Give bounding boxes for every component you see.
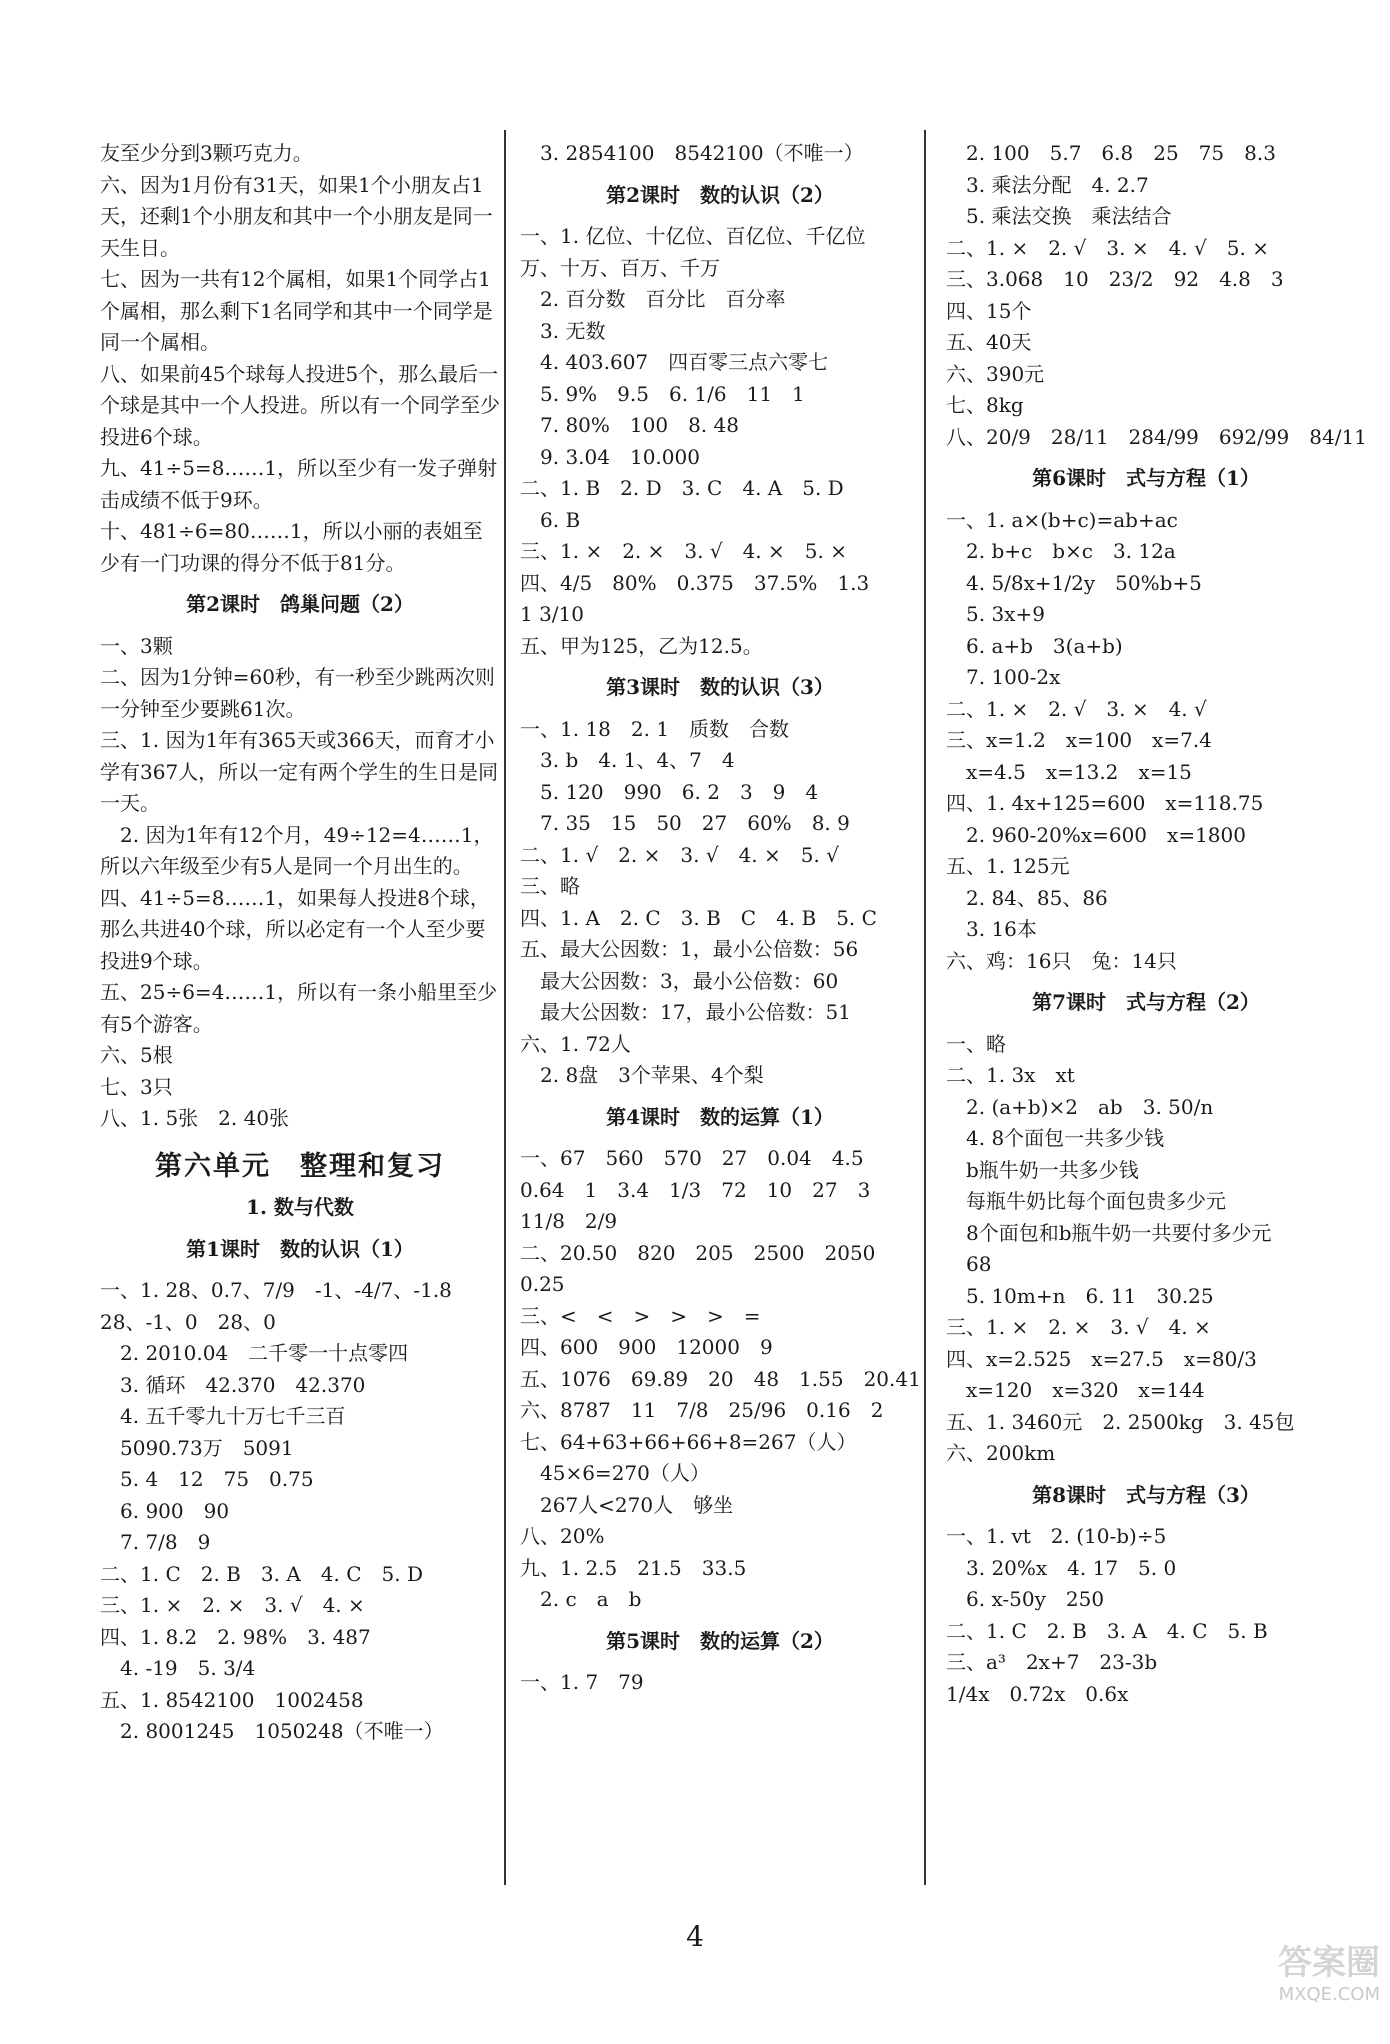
answer-line: x=4.5 x=13.2 x=15 <box>946 759 1192 784</box>
right-column <box>946 138 1367 1710</box>
answer-line: 7. 100-2x <box>946 665 1061 689</box>
middle-column <box>520 138 920 1699</box>
answer-line: x=120 x=320 x=144 <box>946 1378 1205 1402</box>
section-heading: 第2课时 鸽巢问题（2） <box>186 592 414 616</box>
answer-line: 八、20/9 28/11 284/99 692/99 84/11 <box>946 424 1367 449</box>
answer-line: 五、1. 8542100 1002458 <box>100 1687 364 1712</box>
watermark-logo <box>1180 1935 1380 2005</box>
answer-line: 七、64+63+66+66+8=267（人） <box>520 1429 857 1454</box>
answer-line: 3. 2854100 8542100（不唯一） <box>520 141 864 165</box>
answer-line: 2. 960-20%x=600 x=1800 <box>946 822 1246 847</box>
answer-line: b瓶牛奶一共多少钱 <box>946 1157 1139 1182</box>
page-number: 4 <box>686 1920 704 1953</box>
watermark-url: MXQE.COM <box>1278 1984 1380 2005</box>
answer-line: 二、1. B 2. D 3. C 4. A 5. D <box>520 476 844 500</box>
answer-line: 1/4x 0.72x 0.6x <box>946 1681 1129 1706</box>
answer-line: 六、因为1月份有31天，如果1个小朋友占1天，还剩1个小朋友和其中一个小朋友是同一天生日。 <box>100 172 493 260</box>
answer-line: 三、略 <box>520 874 580 898</box>
answer-line: 友至少分到3颗巧克力。 <box>100 141 313 165</box>
answer-line: 5. 10m+n 6. 11 30.25 <box>946 1283 1214 1308</box>
answer-line: 七、8kg <box>946 393 1024 417</box>
answer-line: 二、1. C 2. B 3. A 4. C 5. B <box>946 1618 1268 1643</box>
answer-line: 5. 3x+9 <box>946 602 1045 626</box>
answer-line: 最大公因数：17，最小公倍数：51 <box>520 1000 851 1024</box>
answer-line: 4. -19 5. 3/4 <box>100 1656 256 1680</box>
answer-line: 三、< < > > > = <box>520 1303 761 1328</box>
section-heading: 第六单元 整理和复习 <box>155 1150 445 1182</box>
answer-line: 2. 100 5.7 6.8 25 75 8.3 <box>946 141 1276 165</box>
answer-line: 68 <box>946 1252 992 1276</box>
answer-line: 四、1. A 2. C 3. B C 4. B 5. C <box>520 905 877 930</box>
section-heading: 第3课时 数的认识（3） <box>606 675 834 699</box>
answer-line: 3. 循环 42.370 42.370 <box>100 1372 366 1397</box>
answer-line: 四、x=2.525 x=27.5 x=80/3 <box>946 1346 1257 1371</box>
answer-line: 一、67 560 570 27 0.04 4.5 <box>520 1146 864 1170</box>
answer-line: 5. 120 990 6. 2 3 9 4 <box>520 779 819 804</box>
answer-line: 6. x-50y 250 <box>946 1587 1105 1611</box>
answer-line: 三、1. 因为1年有365天或366天，而育才小学有367人，所以一定有两个学生的生日是同一天。 <box>100 728 499 815</box>
section-heading: 第8课时 式与方程（3） <box>1032 1482 1260 1507</box>
answer-line: 2. 因为1年有12个月，49÷12=4……1，所以六年级至少有5人是同一个月出生的。 <box>100 822 494 878</box>
watermark-text: 答案圈 <box>1278 1943 1380 1983</box>
answer-line: 一、1. 7 79 <box>520 1670 644 1694</box>
answer-line: 4. 8个面包一共多少钱 <box>946 1126 1165 1150</box>
answer-line: 五、1. 125元 <box>946 854 1070 878</box>
answer-line: 7. 80% 100 8. 48 <box>520 413 739 437</box>
section-heading: 第6课时 式与方程（1） <box>1032 466 1260 490</box>
answer-line: 二、20.50 820 205 2500 2050 <box>520 1240 876 1265</box>
answer-line: 四、600 900 12000 9 <box>520 1335 773 1359</box>
answer-line: 5090.73万 5091 <box>100 1435 294 1460</box>
answer-line: 三、1. × 2. × 3. √ 4. × 5. × <box>520 539 847 563</box>
answer-line: 3. 无数 <box>520 318 606 343</box>
answer-line: 一、1. 18 2. 1 质数 合数 <box>520 716 790 741</box>
answer-line: 九、1. 2.5 21.5 33.5 <box>520 1555 747 1580</box>
answer-line: 9. 3.04 10.000 <box>520 444 700 469</box>
answer-line: 一、略 <box>946 1031 1006 1056</box>
answer-line: 一、1. 亿位、十亿位、百亿位、千亿位 <box>520 224 866 248</box>
answer-line: 八、如果前45个球每人投进5个，那么最后一个球是其中一个人投进。所以有一个同学至少投进6个球。 <box>100 361 500 449</box>
answer-line: 2. b+c b×c 3. 12a <box>946 539 1176 563</box>
answer-line: 2. 2010.04 二千零一十点零四 <box>100 1341 409 1365</box>
answer-line: 2. (a+b)×2 ab 3. 50/n <box>946 1094 1214 1119</box>
answer-line: 三、a³ 2x+7 23-3b <box>946 1650 1158 1674</box>
answer-line: 三、1. × 2. × 3. √ 4. × <box>100 1593 365 1617</box>
answer-line: 五、1076 69.89 20 48 1.55 20.41 <box>520 1366 921 1391</box>
answer-line: 45×6=270（人） <box>520 1461 710 1485</box>
answer-line: 六、鸡：16只 兔：14只 <box>946 948 1177 973</box>
answer-line: 3. 乘法分配 4. 2.7 <box>946 172 1149 197</box>
answer-line: 5. 9% 9.5 6. 1/6 11 1 <box>520 381 805 406</box>
answer-line: 八、1. 5张 2. 40张 <box>100 1106 290 1130</box>
answer-line: 三、1. × 2. × 3. √ 4. × <box>946 1315 1211 1339</box>
answer-line: 2. 百分数 百分比 百分率 <box>520 287 786 311</box>
section-heading: 第5课时 数的运算（2） <box>606 1628 834 1653</box>
answer-line: 五、甲为125，乙为12.5。 <box>520 633 763 658</box>
answer-line: 3. b 4. 1、4、7 4 <box>520 748 735 772</box>
section-heading: 第7课时 式与方程（2） <box>1032 990 1260 1014</box>
section-heading: 第4课时 数的运算（1） <box>606 1104 834 1129</box>
answer-line: 1 3/10 <box>520 602 584 626</box>
section-heading: 1. 数与代数 <box>246 1195 354 1219</box>
answer-line: 2. 84、85、86 <box>946 885 1108 910</box>
answer-line: 7. 35 15 50 27 60% 8. 9 <box>520 811 850 835</box>
answer-line: 二、因为1分钟=60秒，有一秒至少跳两次则一分钟至少要跳61次。 <box>100 665 495 721</box>
answer-line: 最大公因数：3，最小公倍数：60 <box>520 968 839 993</box>
answer-line: 一、1. 28、0.7、7/9 -1、-4/7、-1.8 <box>100 1278 452 1302</box>
answer-line: 二、1. 3x xt <box>946 1063 1075 1087</box>
answer-line: 八、20% <box>520 1524 605 1548</box>
answer-line: 六、1. 72人 <box>520 1031 631 1056</box>
answer-line: 四、1. 4x+125=600 x=118.75 <box>946 791 1264 815</box>
answer-line: 一、1. a×(b+c)=ab+ac <box>946 507 1178 532</box>
answer-line: 6. a+b 3(a+b) <box>946 633 1123 658</box>
answer-line: 5. 乘法交换 乘法结合 <box>946 204 1172 228</box>
answer-line: 2. c a b <box>520 1587 642 1611</box>
answer-line: 3. 20%x 4. 17 5. 0 <box>946 1555 1177 1580</box>
answer-line: 28、-1、0 28、0 <box>100 1309 276 1334</box>
answer-line: 4. 五千零九十万七千三百 <box>100 1404 346 1428</box>
answer-line: 6. B <box>520 507 581 532</box>
answer-line: 四、41÷5=8……1，如果每人投进8个球，那么共进40个球，所以必定有一个人至少要投进9个球。 <box>100 885 490 973</box>
answer-line: 二、1. × 2. √ 3. × 4. √ <box>946 696 1207 721</box>
answer-line: 六、200km <box>946 1441 1056 1465</box>
answer-line: 2. 8001245 1050248（不唯一） <box>100 1719 444 1743</box>
answer-line: 3. 16本 <box>946 917 1037 941</box>
answer-line: 2. 8盘 3个苹果、4个梨 <box>520 1063 764 1087</box>
answer-line: 0.25 <box>520 1272 565 1296</box>
answer-line: 五、1. 3460元 2. 2500kg 3. 45包 <box>946 1409 1295 1434</box>
answer-line: 六、390元 <box>946 361 1045 386</box>
answer-line: 五、40天 <box>946 330 1032 354</box>
answer-line: 8个面包和b瓶牛奶一共要付多少元 <box>946 1220 1272 1245</box>
answer-line: 0.64 1 3.4 1/3 72 10 27 3 <box>520 1177 871 1202</box>
answer-line: 7. 7/8 9 <box>100 1530 211 1554</box>
column-divider <box>504 130 506 1885</box>
answer-line: 三、x=1.2 x=100 x=7.4 <box>946 728 1212 752</box>
answer-line: 五、最大公因数：1，最小公倍数：56 <box>520 937 859 961</box>
answer-line: 二、1. × 2. √ 3. × 4. √ 5. × <box>946 235 1269 260</box>
answer-line: 二、1. √ 2. × 3. √ 4. × 5. √ <box>520 842 839 867</box>
answer-line: 11/8 2/9 <box>520 1209 618 1233</box>
section-heading: 第2课时 数的认识（2） <box>606 182 834 207</box>
left-column <box>100 138 500 1748</box>
answer-line: 四、1. 8.2 2. 98% 3. 487 <box>100 1624 371 1649</box>
section-heading: 第1课时 数的认识（1） <box>186 1236 414 1261</box>
answer-line: 三、3.068 10 23/2 92 4.8 3 <box>946 267 1284 291</box>
column-divider <box>924 130 926 1885</box>
answer-line: 十、481÷6=80……1，所以小丽的表姐至少有一门功课的得分不低于81分。 <box>100 519 483 575</box>
answer-line: 二、1. C 2. B 3. A 4. C 5. D <box>100 1561 423 1586</box>
answer-line: 六、5根 <box>100 1043 173 1067</box>
answer-line: 六、8787 11 7/8 25/96 0.16 2 <box>520 1398 884 1422</box>
answer-line: 四、4/5 80% 0.375 37.5% 1.3 <box>520 570 870 595</box>
answer-line: 6. 900 90 <box>100 1498 230 1523</box>
answer-line: 七、3只 <box>100 1074 173 1099</box>
answer-line: 每瓶牛奶比每个面包贵多少元 <box>946 1189 1226 1213</box>
answer-line: 一、3颗 <box>100 633 173 658</box>
answer-line: 4. 403.607 四百零三点六零七 <box>520 350 829 374</box>
answer-line: 一、1. vt 2. (10-b)÷5 <box>946 1524 1167 1548</box>
answer-line: 七、因为一共有12个属相，如果1个同学占1个属相，那么剩下1名同学和其中一个同学是同一个属相。 <box>100 267 493 354</box>
answer-line: 267人<270人 够坐 <box>520 1492 734 1517</box>
answer-line: 万、十万、百万、千万 <box>520 255 720 280</box>
answer-line: 4. 5/8x+1/2y 50%b+5 <box>946 570 1202 595</box>
answer-line: 四、15个 <box>946 298 1032 323</box>
answer-line: 5. 4 12 75 0.75 <box>100 1467 314 1491</box>
answer-line: 五、25÷6=4……1，所以有一条小船里至少有5个游客。 <box>100 980 498 1036</box>
answer-line: 九、41÷5=8……1，所以至少有一发子弹射击成绩不低于9环。 <box>100 456 498 512</box>
